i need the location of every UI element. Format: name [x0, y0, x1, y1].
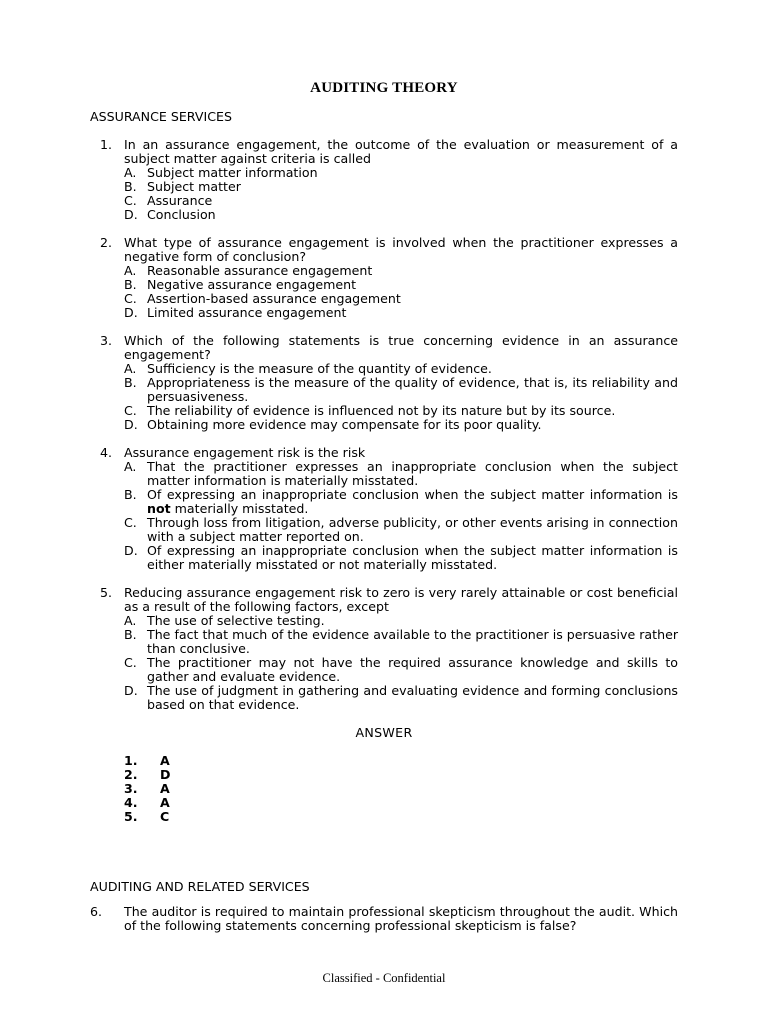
- option-letter: D.: [124, 305, 138, 320]
- option-text: Through loss from litigation, adverse publicity, or other events arising in connection with a subject matter reported on.: [147, 515, 678, 544]
- option-text: Assurance: [147, 193, 213, 208]
- option-letter: D.: [124, 543, 138, 558]
- option-text: The use of judgment in gathering and evaluating evidence and forming conclusions based on that evidence.: [147, 683, 678, 712]
- answer-number: 5.: [124, 809, 138, 824]
- option-letter: C.: [124, 193, 137, 208]
- options-list: [90, 362, 678, 432]
- question-number: 6.: [90, 904, 103, 919]
- option-c: [90, 194, 678, 208]
- option-text: Appropriateness is the measure of the quality of evidence, that is, its reliability and persuasiveness.: [147, 375, 678, 404]
- option-letter: C.: [124, 403, 137, 418]
- answer-row: [124, 796, 184, 810]
- option-letter: A.: [124, 263, 137, 278]
- option-letter: A.: [124, 613, 137, 628]
- options-list: [90, 264, 678, 320]
- option-c: [90, 404, 678, 418]
- option-text: Reasonable assurance engagement: [147, 263, 373, 278]
- option-letter: B.: [124, 487, 137, 502]
- question-number: 1.: [100, 137, 113, 152]
- option-text-before: Of expressing an inappropriate conclusion when the subject matter information is: [147, 487, 678, 502]
- answer-number: 1.: [124, 753, 138, 768]
- option-text: Negative assurance engagement: [147, 277, 357, 292]
- option-a: [90, 614, 678, 628]
- answer-number: 2.: [124, 767, 138, 782]
- question-2: [90, 236, 678, 320]
- question-5: [90, 586, 678, 712]
- option-a: [90, 264, 678, 278]
- option-b: [90, 180, 678, 194]
- answer-value: A: [160, 753, 170, 768]
- answer-value: C: [160, 809, 170, 824]
- option-a: [90, 166, 678, 180]
- option-text-after: materially misstated.: [170, 501, 309, 516]
- question-number: 5.: [100, 585, 113, 600]
- option-letter: B.: [124, 627, 137, 642]
- option-text: The reliability of evidence is influenced not by its nature but by its source.: [147, 403, 616, 418]
- answer-value: A: [160, 781, 170, 796]
- option-c: [90, 656, 678, 684]
- option-letter: C.: [124, 655, 137, 670]
- option-text: The use of selective testing.: [147, 613, 325, 628]
- option-a: [90, 460, 678, 488]
- answer-number: 3.: [124, 781, 138, 796]
- option-b: [90, 488, 678, 516]
- section-heading-assurance-services: ASSURANCE SERVICES: [90, 109, 232, 124]
- option-letter: C.: [124, 515, 137, 530]
- question-text: Assurance engagement risk is the risk: [124, 445, 366, 460]
- question-text: Which of the following statements is true concerning evidence in an assurance engagement?: [124, 333, 678, 362]
- answer-row: [124, 754, 184, 768]
- question-text: What type of assurance engagement is involved when the practitioner expresses a negative form of conclusion?: [124, 235, 678, 264]
- answer-heading: ANSWER: [355, 725, 413, 740]
- options-list: [90, 614, 678, 712]
- option-c: [90, 292, 678, 306]
- option-text: Of expressing an inappropriate conclusion when the subject matter information is either materially misstated or not materially misstated.: [147, 543, 678, 572]
- option-d: [90, 544, 678, 572]
- option-d: [90, 208, 678, 222]
- option-b: [90, 376, 678, 404]
- question-text: Reducing assurance engagement risk to zero is very rarely attainable or cost beneficial as a result of the following factors, except: [124, 585, 678, 614]
- option-text: Conclusion: [147, 207, 216, 222]
- option-text: Subject matter information: [147, 165, 318, 180]
- option-text: Limited assurance engagement: [147, 305, 347, 320]
- option-text: Subject matter: [147, 179, 241, 194]
- options-list: [90, 460, 678, 572]
- option-letter: A.: [124, 165, 137, 180]
- option-text: Sufficiency is the measure of the quantity of evidence.: [147, 361, 492, 376]
- option-letter: A.: [124, 459, 137, 474]
- option-letter: D.: [124, 207, 138, 222]
- option-letter: D.: [124, 417, 138, 432]
- question-text: The auditor is required to maintain professional skepticism throughout the audit. Which of the following statements concerning professional skepticism is false?: [124, 904, 678, 933]
- option-letter: B.: [124, 179, 137, 194]
- question-number: 2.: [100, 235, 113, 250]
- option-letter: D.: [124, 683, 138, 698]
- footer-classification: Classified - Confidential: [322, 971, 446, 985]
- option-b: [90, 278, 678, 292]
- option-letter: B.: [124, 277, 137, 292]
- document-title: AUDITING THEORY: [310, 80, 458, 96]
- question-text: In an assurance engagement, the outcome of the evaluation or measurement of a subject matter against criteria is called: [124, 137, 678, 166]
- option-d: [90, 418, 678, 432]
- options-list: [90, 166, 678, 222]
- answer-value: D: [160, 767, 171, 782]
- option-c: [90, 516, 678, 544]
- option-letter: A.: [124, 361, 137, 376]
- answer-row: [124, 768, 184, 782]
- option-text-emphasis: not: [147, 501, 171, 516]
- option-d: [90, 306, 678, 320]
- question-number: 3.: [100, 333, 113, 348]
- option-letter: C.: [124, 291, 137, 306]
- answer-row: [124, 782, 184, 796]
- answer-number: 4.: [124, 795, 138, 810]
- question-1: [90, 138, 678, 222]
- answer-value: A: [160, 795, 170, 810]
- question-3: [90, 334, 678, 432]
- question-number: 4.: [100, 445, 113, 460]
- option-text: The fact that much of the evidence available to the practitioner is persuasive rather than conclusive.: [147, 627, 678, 656]
- option-text: Assertion-based assurance engagement: [147, 291, 401, 306]
- option-b: [90, 628, 678, 656]
- option-d: [90, 684, 678, 712]
- answer-list: [124, 754, 184, 824]
- question-6: [90, 905, 678, 933]
- option-letter: B.: [124, 375, 137, 390]
- option-text: The practitioner may not have the required assurance knowledge and skills to gather and evaluate evidence.: [147, 655, 678, 684]
- section-heading-auditing-related-services: AUDITING AND RELATED SERVICES: [90, 879, 310, 894]
- option-text: Obtaining more evidence may compensate for its poor quality.: [147, 417, 542, 432]
- question-4: [90, 446, 678, 572]
- option-text: That the practitioner expresses an inappropriate conclusion when the subject matter information is materially misstated.: [147, 459, 678, 488]
- answer-row: [124, 810, 184, 824]
- option-a: [90, 362, 678, 376]
